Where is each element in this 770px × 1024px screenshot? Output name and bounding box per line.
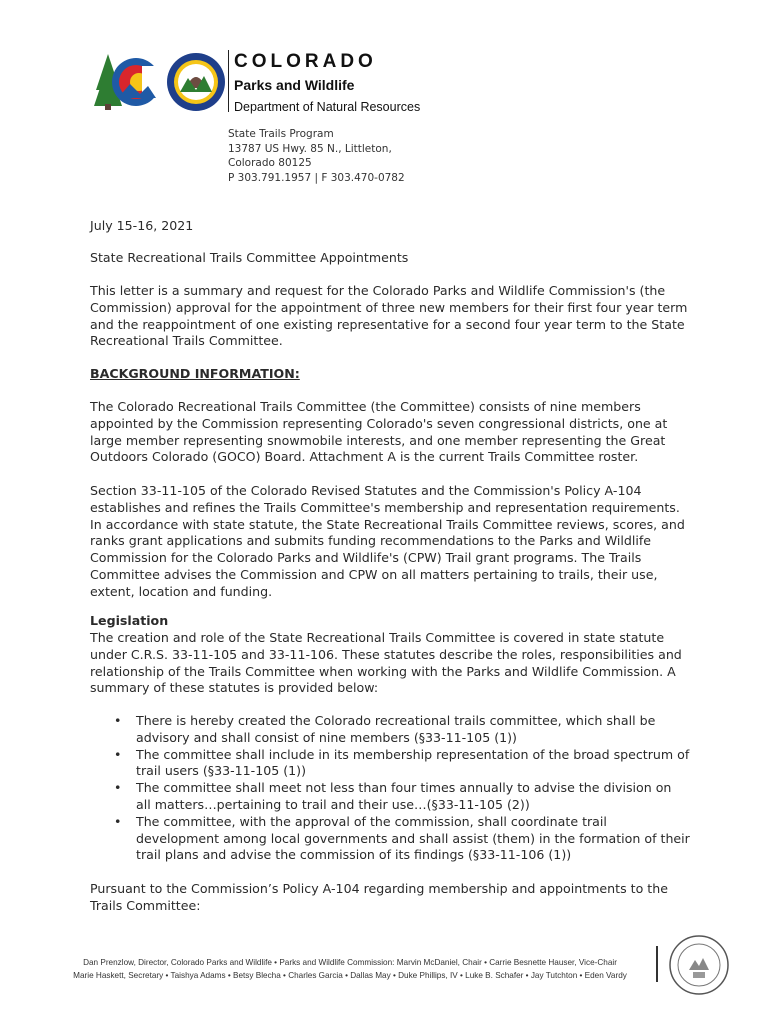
address-line: Colorado 80125 [228,157,312,169]
address-line: P 303.791.1957 | F 303.470-0782 [228,171,405,184]
background-heading: BACKGROUND INFORMATION: [90,366,300,381]
list-item [90,747,690,781]
legislation-heading: Legislation [90,613,169,628]
bullet-icon: • [114,746,122,762]
bullet-text: The committee shall include in its membership representation of the broad spectrum of trail users (§33-11-105 (1)) [136,746,690,779]
sender-address [228,127,405,185]
bullet-icon: • [114,780,122,796]
brand-title: COLORADO [234,51,377,72]
brand-subtitle: Parks and Wildlife [234,77,355,93]
bullet-icon: • [114,713,122,728]
closing-paragraph: Pursuant to the Commission’s Policy A-104 regarding membership and appointments to the Trails Committee: [90,881,668,913]
letter-date: July 15-16, 2021 [90,218,194,233]
intro-paragraph: This letter is a summary and request for the Colorado Parks and Wildlife Commission's (the Commission) approval for the appointment of three new members for their first four year term and the reappointment of one existing representative for a second four year term to the State Recreational Trails Committee. [90,283,688,349]
colorado-c-logo-icon [92,50,162,114]
legislation-paragraph: The creation and role of the State Recreational Trails Committee is covered in state statute under C.R.S. 33-11-105 and 33-11-106. These statutes describe the roles, responsibilities and relationship of the Trails Committee when working with the Parks and Wildlife Commission. A summary of these statutes is provided below: [90,630,682,696]
list-item [90,814,690,864]
header-divider [228,50,229,112]
bullet-icon: • [114,813,122,829]
address-line: 13787 US Hwy. 85 N., Littleton, [228,142,392,155]
department-name: Department of Natural Resources [234,100,421,114]
statute-bullet-list [90,713,690,864]
state-of-colorado-seal-icon [668,934,730,996]
bullet-text: There is hereby created the Colorado recreational trails committee, which shall be advisory and shall consist of nine members (§33-11-105 (1)) [136,713,656,745]
list-item [90,780,690,814]
footer [60,956,640,982]
background-paragraph-2: Section 33-11-105 of the Colorado Revised Statutes and the Commission's Policy A-104 establishes and refines the Trails Committee's membership and representation requirements. In accordance with state statute, the State Recreational Trails Committee reviews, scores, and ranks grant applications and submits funding recommendations to the Parks and Wildlife Commission for the Colorado Parks and Wildlife's (CPW) Trail grant programs. The Trails Committee advises the Commission and CPW on all matters pertaining to trails, their use, extent, location and funding. [90,483,685,599]
list-item [90,713,690,747]
address-line: State Trails Program [228,128,334,140]
footer-line: Dan Prenzlow, Director, Colorado Parks and Wildlife • Parks and Wildlife Commission: Marvin McDaniel, Chair • Carrie Besnette Hauser, Vice-Chair [83,958,617,967]
footer-line: Marie Haskett, Secretary • Taishya Adams • Betsy Blecha • Charles Garcia • Dallas May • Duke Phillips, IV • Luke B. Schafer • Jay Tutchton • Eden Vardy [73,971,627,980]
background-paragraph-1: The Colorado Recreational Trails Committee (the Committee) consists of nine members appointed by the Commission representing Colorado's seven congressional districts, one at large member representing snowmobile interests, and one member representing the Great Outdoors Colorado (GOCO) Board. Attachment A is the current Trails Committee roster. [90,399,668,465]
footer-divider [656,946,658,982]
bullet-text: The committee, with the approval of the commission, shall coordinate trail development among local governments and shall assist (them) in the formation of their trail plans and advise the commission of its findings (§33-11-106 (1)) [136,813,690,863]
cpw-round-logo-icon [166,52,226,112]
bullet-text: The committee shall meet not less than four times annually to advise the division on all matters…pertaining to trail and their use…(§33-11-105 (2)) [136,780,672,812]
letter-subject: State Recreational Trails Committee Appointments [90,250,409,265]
